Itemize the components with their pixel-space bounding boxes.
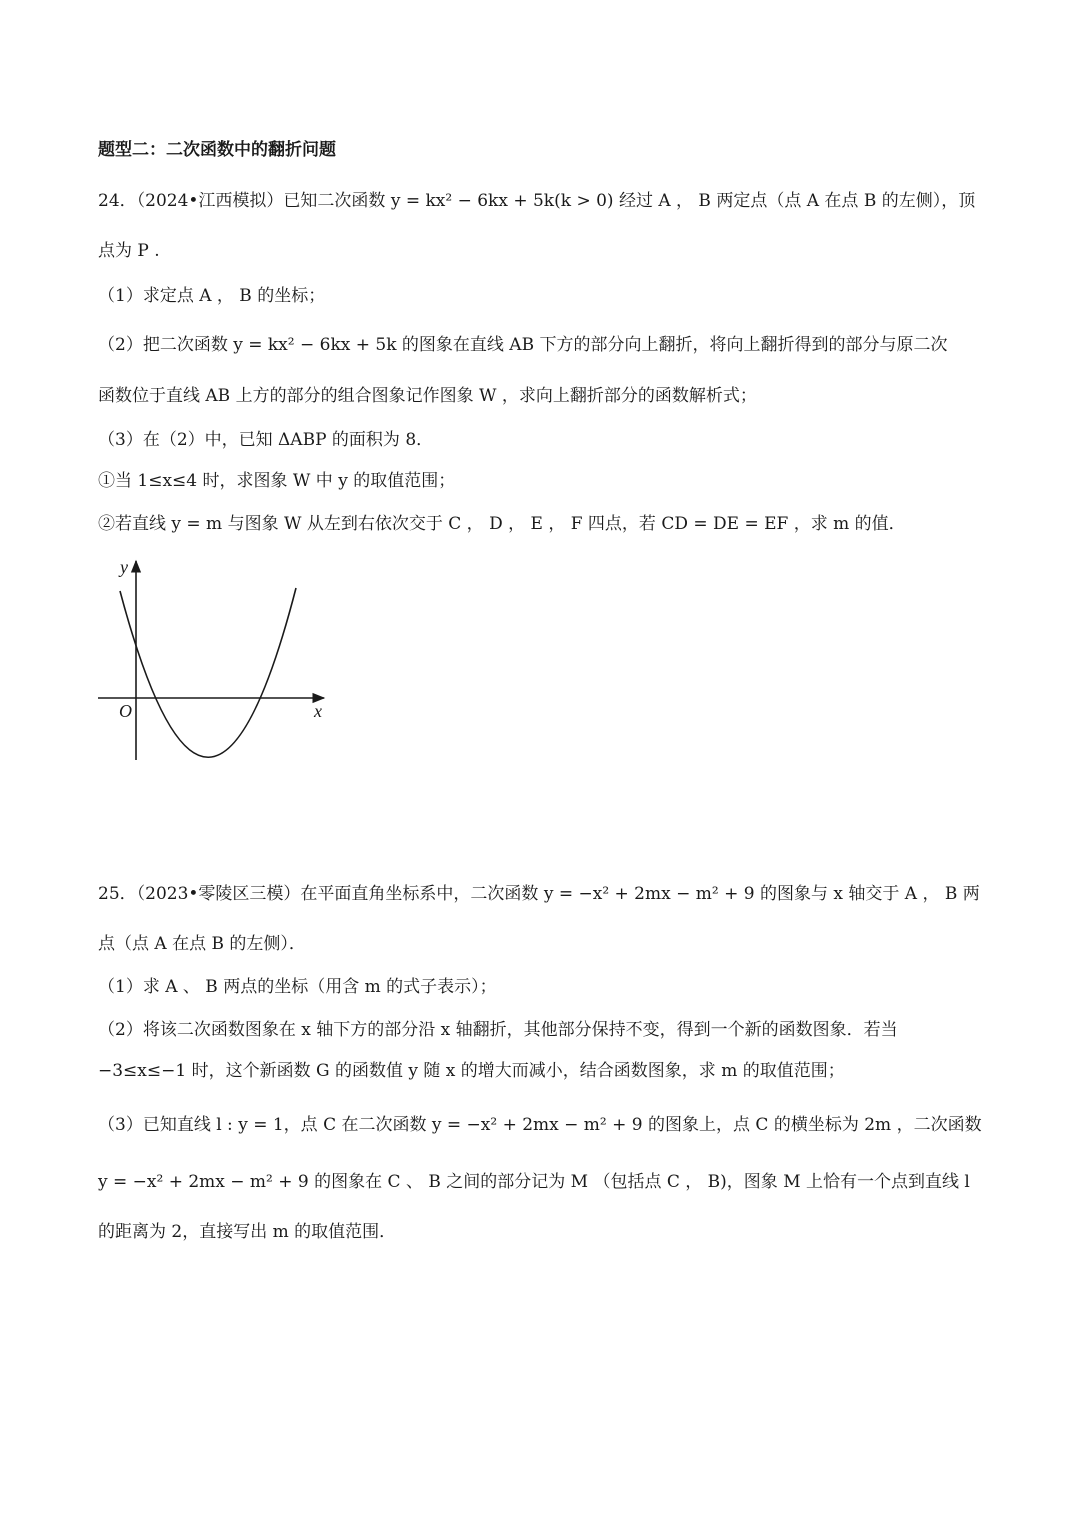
problem-24-part-2-line-2: 函数位于直线 AB 上方的部分的组合图象记作图象 W ，求向上翻折部分的函数解析式； bbox=[98, 386, 757, 406]
parabola-graph bbox=[92, 555, 332, 767]
y-axis-label: y bbox=[120, 557, 128, 577]
problem-25-part-2-line-1: （2）将该二次函数图象在 x 轴下方的部分沿 x 轴翻折，其他部分保持不变，得到一个新的函数图象．若当 bbox=[98, 1020, 898, 1040]
problem-24-part-2-line-1: （2）把二次函数 y = kx² − 6kx + 5k 的图象在直线 AB 下方的部分向上翻折，将向上翻折得到的部分与原二次 bbox=[98, 335, 948, 355]
origin-label: O bbox=[119, 701, 132, 721]
problem-25-part-2-line-2: −3≤x≤−1 时，这个新函数 G 的函数值 y 随 x 的增大而减小，结合函数图象，求 m 的取值范围； bbox=[98, 1061, 845, 1081]
problem-24-line-2: 点为 P . bbox=[98, 241, 160, 261]
problem-25-part-1: （1）求 A 、 B 两点的坐标（用含 m 的式子表示）； bbox=[98, 977, 497, 997]
problem-25-line-1: 25．（2023•零陵区三模）在平面直角坐标系中，二次函数 y = −x² + 2mx − m² + 9 的图象与 x 轴交于 A ， B 两 bbox=[98, 884, 980, 904]
problem-25-line-2: 点（点 A 在点 B 的左侧）． bbox=[98, 934, 306, 954]
problem-25-part-3-line-1: （3）已知直线 l : y = 1，点 C 在二次函数 y = −x² + 2mx − m² + 9 的图象上，点 C 的横坐标为 2m ，二次函数 bbox=[98, 1115, 982, 1135]
problem-24-part-3: （3）在（2）中，已知 ΔABP 的面积为 8． bbox=[98, 430, 434, 450]
problem-25-part-3-line-3: 的距离为 2，直接写出 m 的取值范围． bbox=[98, 1222, 397, 1242]
parabola-curve bbox=[120, 588, 296, 757]
section-heading: 题型二：二次函数中的翻折问题 bbox=[98, 140, 336, 160]
problem-24-part-3-item-2: ②若直线 y = m 与图象 W 从左到右依次交于 C ， D ， E ， F 四点，若 CD = DE = EF ，求 m 的值． bbox=[98, 514, 906, 534]
x-axis-label: x bbox=[314, 701, 322, 721]
problem-24-part-1: （1）求定点 A ， B 的坐标； bbox=[98, 286, 326, 306]
problem-25-part-3-line-2: y = −x² + 2mx − m² + 9 的图象在 C 、 B 之间的部分记为 M （包括点 C ， B)，图象 M 上恰有一个点到直线 l bbox=[98, 1172, 970, 1192]
problem-24-line-1: 24．（2024•江西模拟）已知二次函数 y = kx² − 6kx + 5k(k > 0) 经过 A ， B 两定点（点 A 在点 B 的左侧），顶 bbox=[98, 191, 976, 211]
parabola-figure bbox=[92, 555, 332, 767]
problem-24-part-3-item-1: ①当 1≤x≤4 时，求图象 W 中 y 的取值范围； bbox=[98, 471, 456, 491]
